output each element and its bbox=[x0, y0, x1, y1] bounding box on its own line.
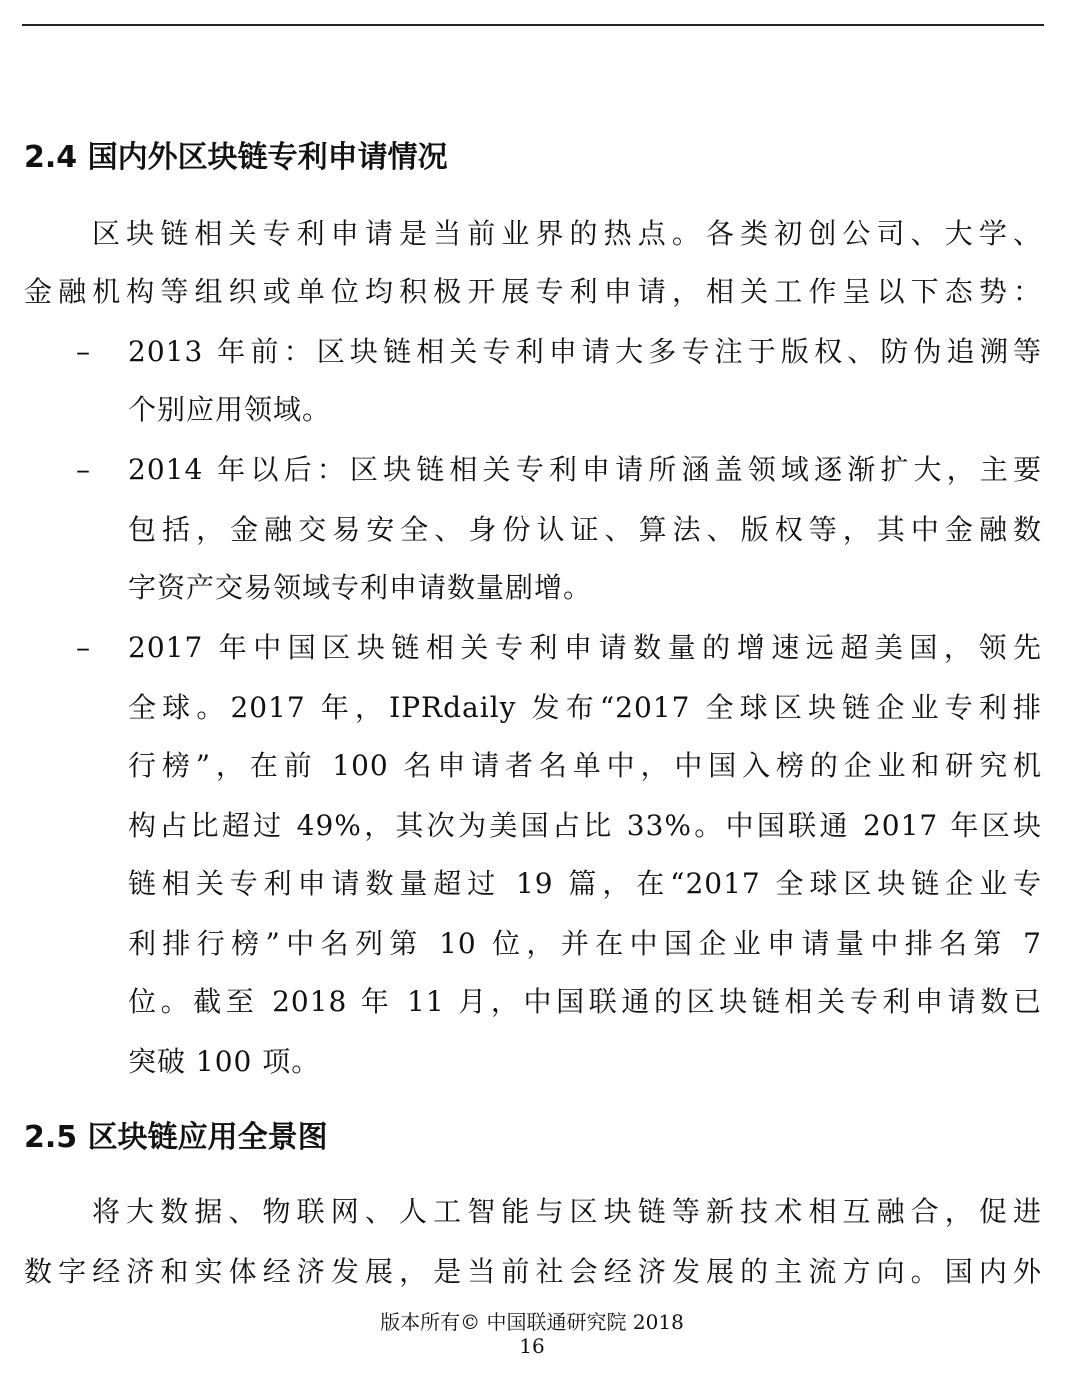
section-heading-2-4: 2.4 国内外区块链专利申请情况 bbox=[24, 140, 448, 175]
bullet-line: 突破 100 项。 bbox=[128, 1045, 321, 1078]
bullet-line: 个别应用领域。 bbox=[128, 393, 332, 426]
bullet-line: 位。截至 2018 年 11 月，中国联通的区块链相关专利申请数已 bbox=[128, 985, 1042, 1018]
bullet-dash: – bbox=[76, 453, 90, 486]
bullet-line: 包括，金融交易安全、身份认证、算法、版权等，其中金融数 bbox=[128, 513, 1042, 546]
section-heading-2-5: 2.5 区块链应用全景图 bbox=[24, 1120, 328, 1155]
bullet-line: 字资产交易领域专利申请数量剧增。 bbox=[128, 571, 593, 604]
bullet-line: 行榜”，在前 100 名申请者名单中，中国入榜的企业和研究机 bbox=[128, 749, 1042, 782]
page-number: 16 bbox=[519, 1334, 545, 1358]
paragraph-line: 将大数据、物联网、人工智能与区块链等新技术相互融合，促进 bbox=[92, 1195, 1042, 1228]
paragraph-line: 区块链相关专利申请是当前业界的热点。各类初创公司、大学、 bbox=[92, 217, 1042, 250]
paragraph-line: 数字经济和实体经济发展，是当前社会经济发展的主流方向。国内外 bbox=[24, 1255, 1042, 1288]
bullet-dash: – bbox=[76, 631, 90, 664]
footer-copyright: 版本所有© 中国联通研究院 2018 bbox=[380, 1310, 684, 1334]
bullet-line: 构占比超过 49%，其次为美国占比 33%。中国联通 2017 年区块 bbox=[128, 809, 1042, 842]
bullet-line: 全球。2017 年，IPRdaily 发布“2017 全球区块链企业专利排 bbox=[128, 691, 1042, 724]
bullet-line: 2017 年中国区块链相关专利申请数量的增速远超美国，领先 bbox=[128, 631, 1042, 664]
paragraph-line: 金融机构等组织或单位均积极开展专利申请，相关工作呈以下态势： bbox=[24, 275, 1042, 308]
bullet-line: 利排行榜”中名列第 10 位，并在中国企业申请量中排名第 7 bbox=[128, 927, 1042, 960]
bullet-line: 链相关专利申请数量超过 19 篇，在“2017 全球区块链企业专 bbox=[128, 867, 1042, 900]
header-rule bbox=[22, 24, 1044, 26]
bullet-dash: – bbox=[76, 335, 90, 368]
bullet-line: 2013 年前：区块链相关专利申请大多专注于版权、防伪追溯等 bbox=[128, 335, 1042, 368]
bullet-line: 2014 年以后：区块链相关专利申请所涵盖领域逐渐扩大，主要 bbox=[128, 453, 1042, 486]
